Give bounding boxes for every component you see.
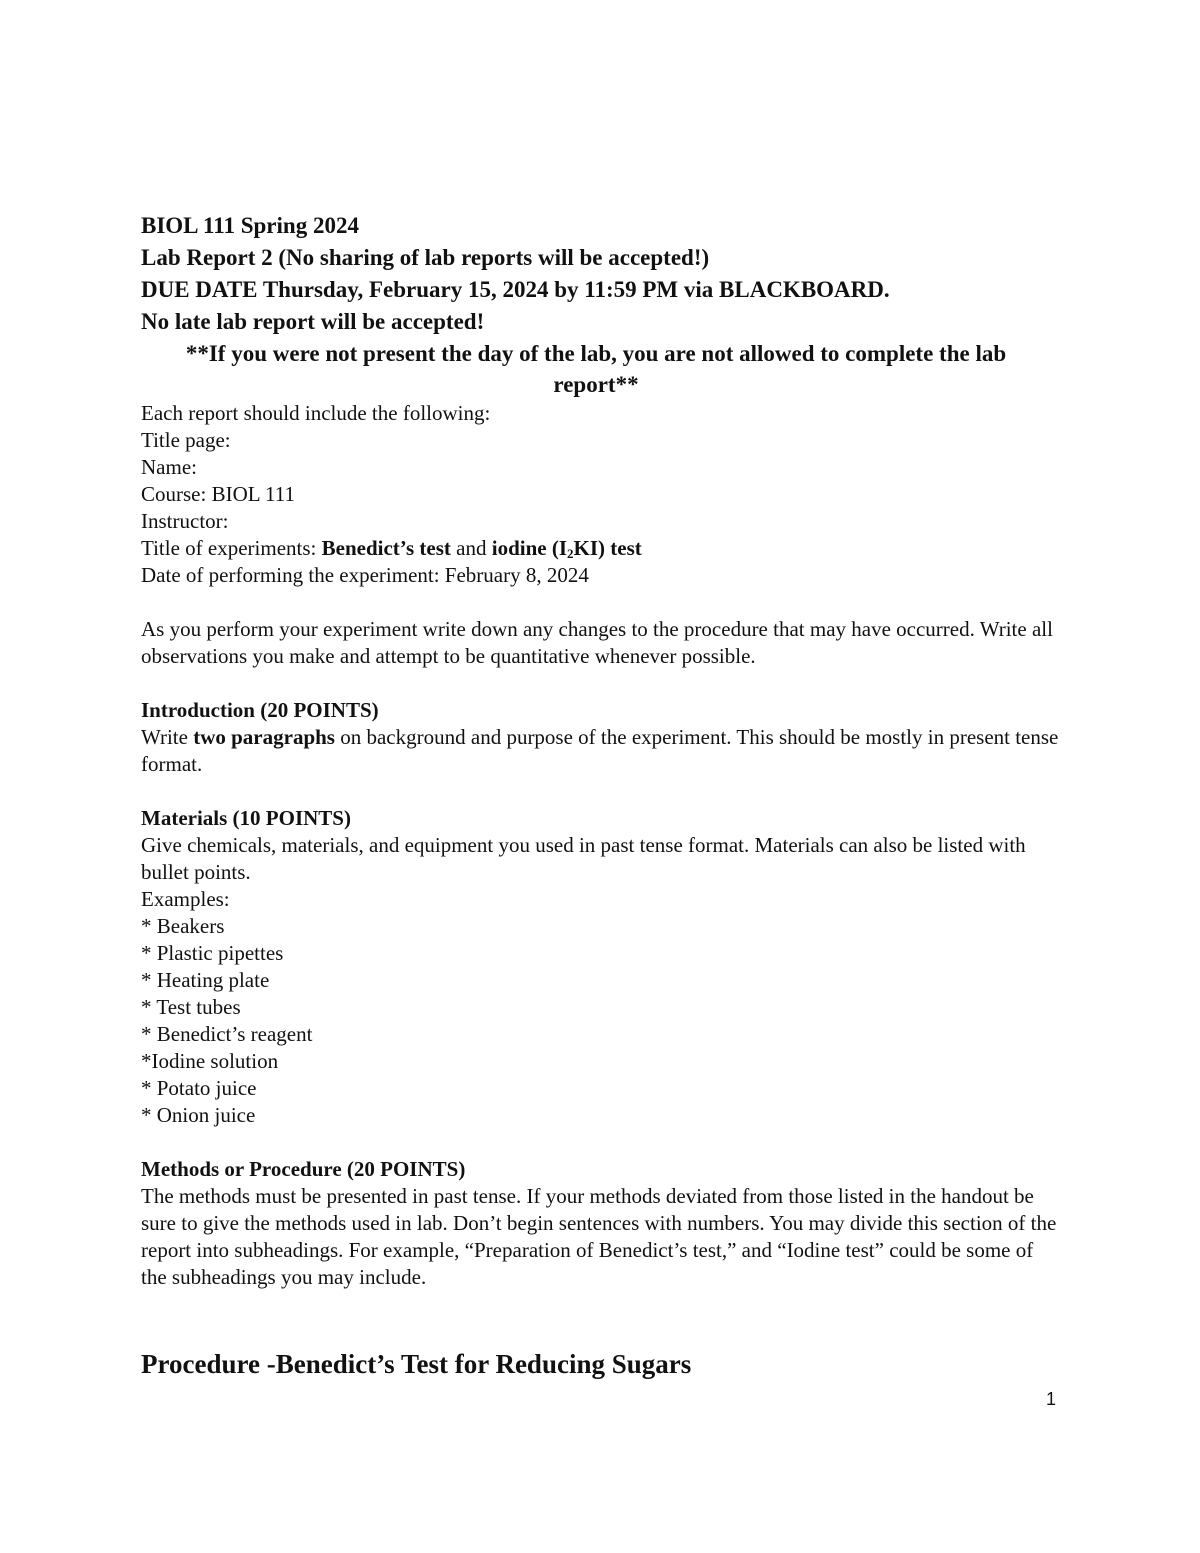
materials-paragraph: Give chemicals, materials, and equipment you used in past tense format. Materials can also be listed with bullet points. (141, 833, 1026, 884)
report-line: Lab Report 2 (No sharing of lab reports will be accepted!) (141, 245, 710, 270)
presence-notice: **If you were not present the day of the lab, you are not allowed to complete the lab report** (185, 341, 1007, 397)
observations-paragraph: As you perform your experiment write down any changes to the procedure that may have occurred. Write all observations you make and attempt to be quantitative whenever possible. (141, 617, 1053, 668)
course-line: BIOL 111 Spring 2024 (141, 213, 359, 238)
experiments-title-line (141, 535, 1061, 562)
experiment-iodine-part-a: iodine (I (491, 536, 567, 560)
materials-list (141, 913, 1061, 1129)
experiment-iodine-subscript: 2 (567, 546, 574, 561)
page-number: 1 (1046, 1389, 1057, 1409)
introduction-text-bold: two paragraphs (193, 725, 335, 749)
methods-paragraph: The methods must be presented in past tense. If your methods deviated from those listed in the handout be sure to give the methods used in lab. Don’t begin sentences with numbers. You may divide this section of the report into subheadings. For example, “Preparation of Benedict’s test,” and “Iodine test” could be some of the subheadings you may include. (141, 1184, 1057, 1289)
instructor-label: Instructor: (141, 509, 229, 533)
materials-heading: Materials (10 POINTS) (141, 806, 351, 830)
late-policy-line: No late lab report will be accepted! (141, 309, 485, 334)
course-label: Course: BIOL 111 (141, 482, 295, 506)
procedure-heading: Procedure -Benedict’s Test for Reducing Sugars (141, 1349, 692, 1379)
introduction-text-a: Write (141, 725, 194, 749)
methods-heading: Methods or Procedure (20 POINTS) (141, 1157, 466, 1181)
and-word: and (450, 536, 492, 560)
experiment-date-line: Date of performing the experiment: February 8, 2024 (141, 563, 589, 587)
introduction-text-b: on background and purpose of the experiment. This should be mostly in present tense format. (141, 725, 1059, 776)
experiment-benedicts: Benedict’s test (321, 536, 451, 560)
experiment-iodine (492, 536, 642, 560)
spacer (141, 1129, 1061, 1156)
page-content (141, 210, 1061, 1291)
spacer (141, 670, 1061, 697)
name-label: Name: (141, 455, 197, 479)
report-includes-intro: Each report should include the following: (141, 401, 491, 425)
list-item: * Onion juice (141, 1103, 256, 1127)
examples-label: Examples: (141, 887, 230, 911)
list-item: * Test tubes (141, 995, 241, 1019)
list-item: *Iodine solution (141, 1049, 279, 1073)
list-item: * Benedict’s reagent (141, 1022, 313, 1046)
list-item: * Plastic pipettes (141, 941, 284, 965)
experiment-iodine-part-b: KI) test (573, 536, 642, 560)
introduction-heading: Introduction (20 POINTS) (141, 698, 379, 722)
experiments-prefix: Title of experiments: (141, 536, 322, 560)
list-item: * Heating plate (141, 968, 270, 992)
title-page-label: Title page: (141, 428, 231, 452)
due-date-line: DUE DATE Thursday, February 15, 2024 by 11:59 PM via BLACKBOARD. (141, 277, 890, 302)
list-item: * Potato juice (141, 1076, 257, 1100)
introduction-paragraph (141, 724, 1061, 778)
spacer (141, 778, 1061, 805)
spacer (141, 589, 1061, 616)
list-item: * Beakers (141, 914, 225, 938)
